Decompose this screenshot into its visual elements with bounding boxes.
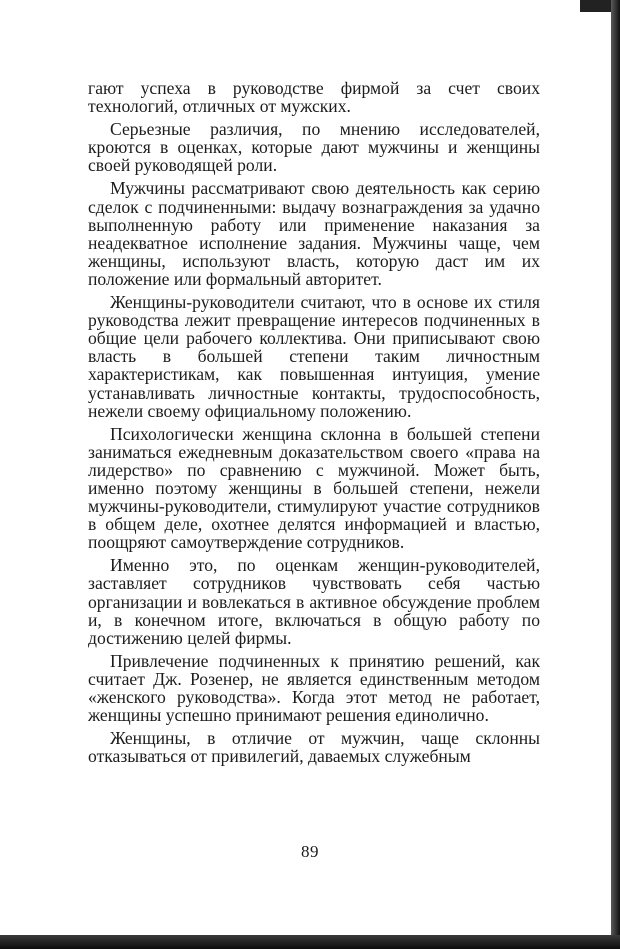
paragraph-7: Привлечение подчиненных к принятию решений, как считает Дж. Розенер, не является единственным методом «женского руководства». Когда этот метод не работает, женщины успешно принимают решения единолично. bbox=[88, 650, 540, 726]
paragraph-1: гают успеха в руководстве фирмой за счет своих технологий, отличных от мужских. bbox=[88, 78, 540, 117]
page-number: 89 bbox=[301, 842, 319, 861]
paragraph-3: Мужчины рассматривают свою деятельность как серию сделок с подчиненными: выдачу вознаграждения за удачно выполненную работу или применение наказания за неадекватное исполнение задания. Мужчины чаще, чем женщины, используют власть, которую даст им их положение или формальный авторитет. bbox=[88, 178, 540, 289]
scan-edge-right bbox=[611, 0, 620, 949]
paragraph-4: Женщины-руководители считают, что в основе их стиля руководства лежит превращение интересов подчиненных в общие цели рабочего коллектива. Они приписывают свою власть в большей степени таким личностным характеристикам, как повышенная интуиция, умение устанавливать личностные контакты, трудоспособность, нежели своему официальному положению. bbox=[88, 292, 540, 421]
paragraph-6: Именно это, по оценкам женщин-руководителей, заставляет сотрудников чувствовать себя частью организации и вовлекаться в активное обсуждение проблем и, в конечном итоге, включаться в общую работу по достижению целей фирмы. bbox=[88, 555, 540, 648]
page-text-column bbox=[88, 79, 540, 770]
paragraph-8: Женщины, в отличие от мужчин, чаще склонны отказываться от привилегий, даваемых служебным bbox=[88, 728, 540, 767]
scan-edge-bottom bbox=[0, 935, 620, 949]
paragraph-5: Психологически женщина склонна в большей степени заниматься ежедневным доказательством своего «права на лидерство» по сравнению с мужчиной. Может быть, именно поэтому женщины в большей степени, нежели мужчины-руководители, стимулируют участие сотрудников в общем деле, охотнее делятся информацией и властью, поощряют самоутверждение сотрудников. bbox=[88, 423, 540, 553]
paragraph-2: Серьезные различия, по мнению исследователей, кроются в оценках, которые дают мужчины и женщины своей руководящей роли. bbox=[88, 119, 540, 176]
